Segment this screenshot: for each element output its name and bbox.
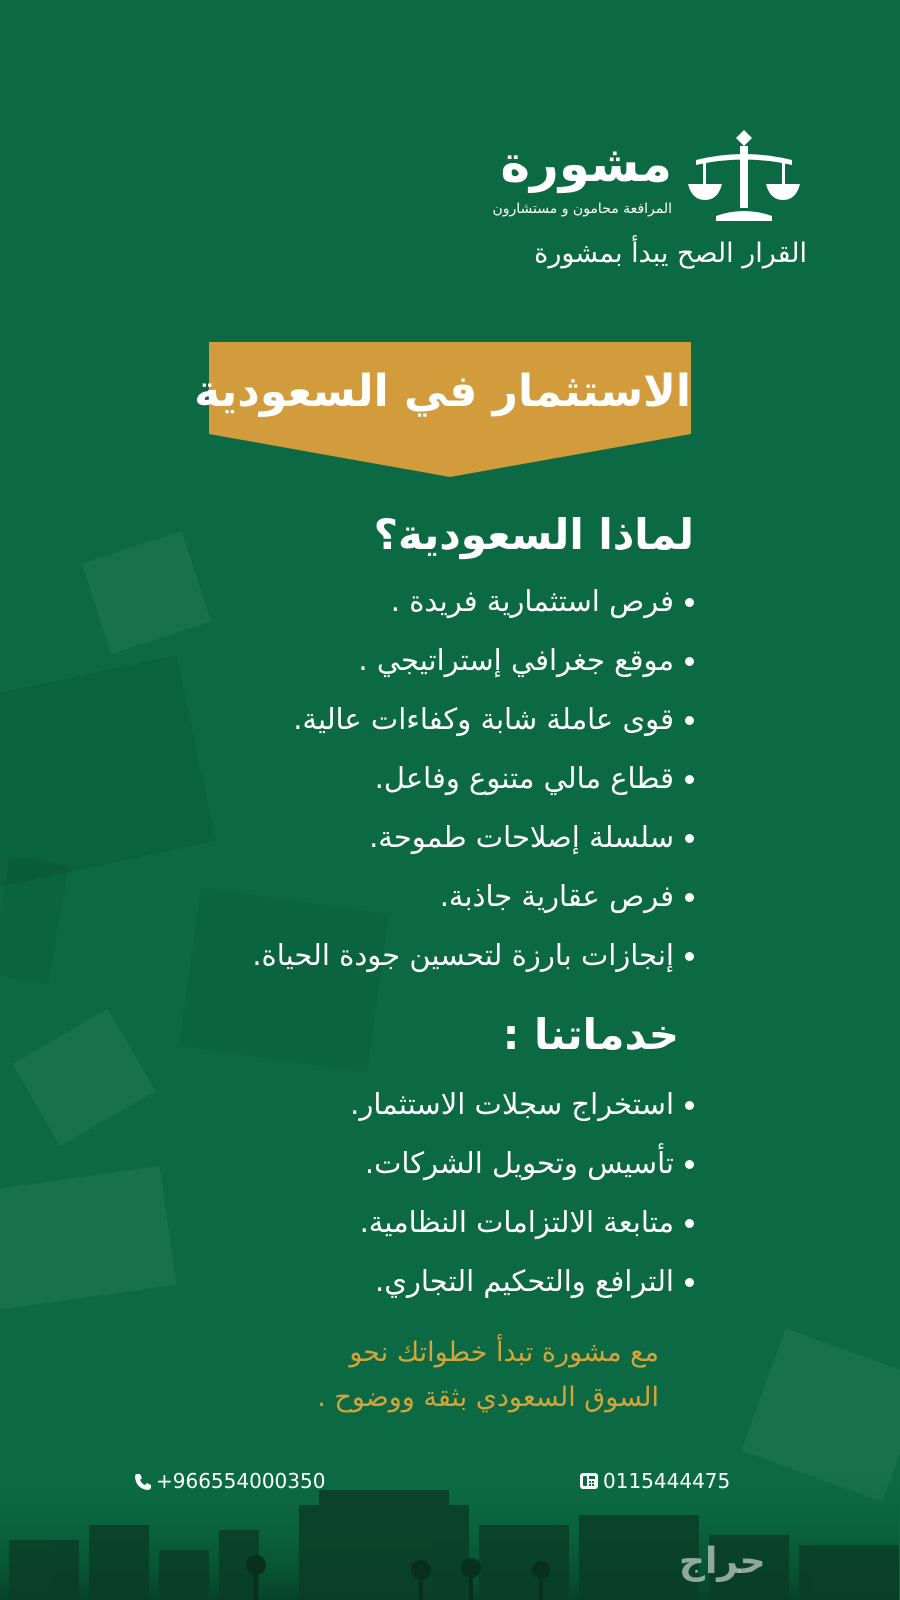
bullet-icon [686, 893, 695, 902]
bullet-icon [686, 1278, 695, 1287]
list-item [253, 749, 695, 808]
bullet-icon [686, 834, 695, 843]
title-banner [195, 342, 692, 477]
closing-line-2: السوق السعودي بثقة ووضوح . [318, 1382, 660, 1413]
list-item-text: متابعة الالتزامات النظامية. [360, 1205, 675, 1239]
list-item-text: فرص استثمارية فريدة . [391, 584, 675, 618]
bg-shape [83, 531, 212, 654]
bullet-icon [686, 1219, 695, 1228]
bg-shape [0, 1166, 177, 1314]
bullet-icon [686, 1160, 695, 1169]
list-item [351, 1134, 695, 1193]
brand-name: مشورة [501, 135, 673, 193]
why-list [253, 572, 695, 985]
list-item-text: فرص عقارية جاذبة. [440, 879, 675, 913]
phone-icon [135, 1473, 153, 1491]
list-item-text: موقع جغرافي إستراتيجي . [359, 643, 675, 677]
bullet-icon [686, 1101, 695, 1110]
telephone-icon [580, 1471, 600, 1491]
banner-title: الاستثمار في السعودية [195, 366, 692, 417]
landline-number: 0115444475 [604, 1469, 732, 1493]
haraj-watermark: حراج [680, 1541, 767, 1582]
list-item-text: قطاع مالي متنوع وفاعل. [375, 761, 675, 795]
list-item [253, 631, 695, 690]
list-item [351, 1075, 695, 1134]
scales-of-justice-icon [683, 128, 808, 223]
bg-shape [0, 856, 70, 985]
list-item-text: الترافع والتحكيم التجاري. [376, 1264, 675, 1298]
bullet-icon [686, 657, 695, 666]
mobile-contact[interactable] [135, 1468, 326, 1494]
landline-contact[interactable] [580, 1468, 731, 1494]
list-item [253, 808, 695, 867]
list-item-text: تأسيس وتحويل الشركات. [365, 1146, 675, 1180]
list-item [351, 1193, 695, 1252]
bullet-icon [686, 716, 695, 725]
why-heading: لماذا السعودية؟ [374, 510, 695, 559]
list-item-text: سلسلة إصلاحات طموحة. [370, 820, 675, 854]
closing-message [240, 1330, 660, 1420]
list-item [253, 572, 695, 631]
list-item-text: قوى عاملة شابة وكفاءات عالية. [294, 702, 675, 736]
bullet-icon [686, 952, 695, 961]
closing-line-1: مع مشورة تبدأ خطواتك نحو [350, 1337, 660, 1368]
brand-tagline: القرار الصح يبدأ بمشورة [535, 238, 808, 269]
brand-subtitle: المرافعة محامون و مستشارون [493, 201, 673, 217]
list-item-text: استخراج سجلات الاستثمار. [351, 1087, 675, 1121]
list-item [351, 1252, 695, 1311]
list-item-text: إنجازات بارزة لتحسين جودة الحياة. [253, 938, 675, 972]
services-list [351, 1075, 695, 1311]
bg-shape [14, 1009, 157, 1146]
bullet-icon [686, 775, 695, 784]
list-item [253, 690, 695, 749]
list-item [253, 867, 695, 926]
bullet-icon [686, 598, 695, 607]
services-heading: خدماتنا : [503, 1010, 680, 1059]
list-item [253, 926, 695, 985]
brand-logo [468, 128, 808, 298]
mobile-number: +966554000350 [157, 1469, 327, 1493]
